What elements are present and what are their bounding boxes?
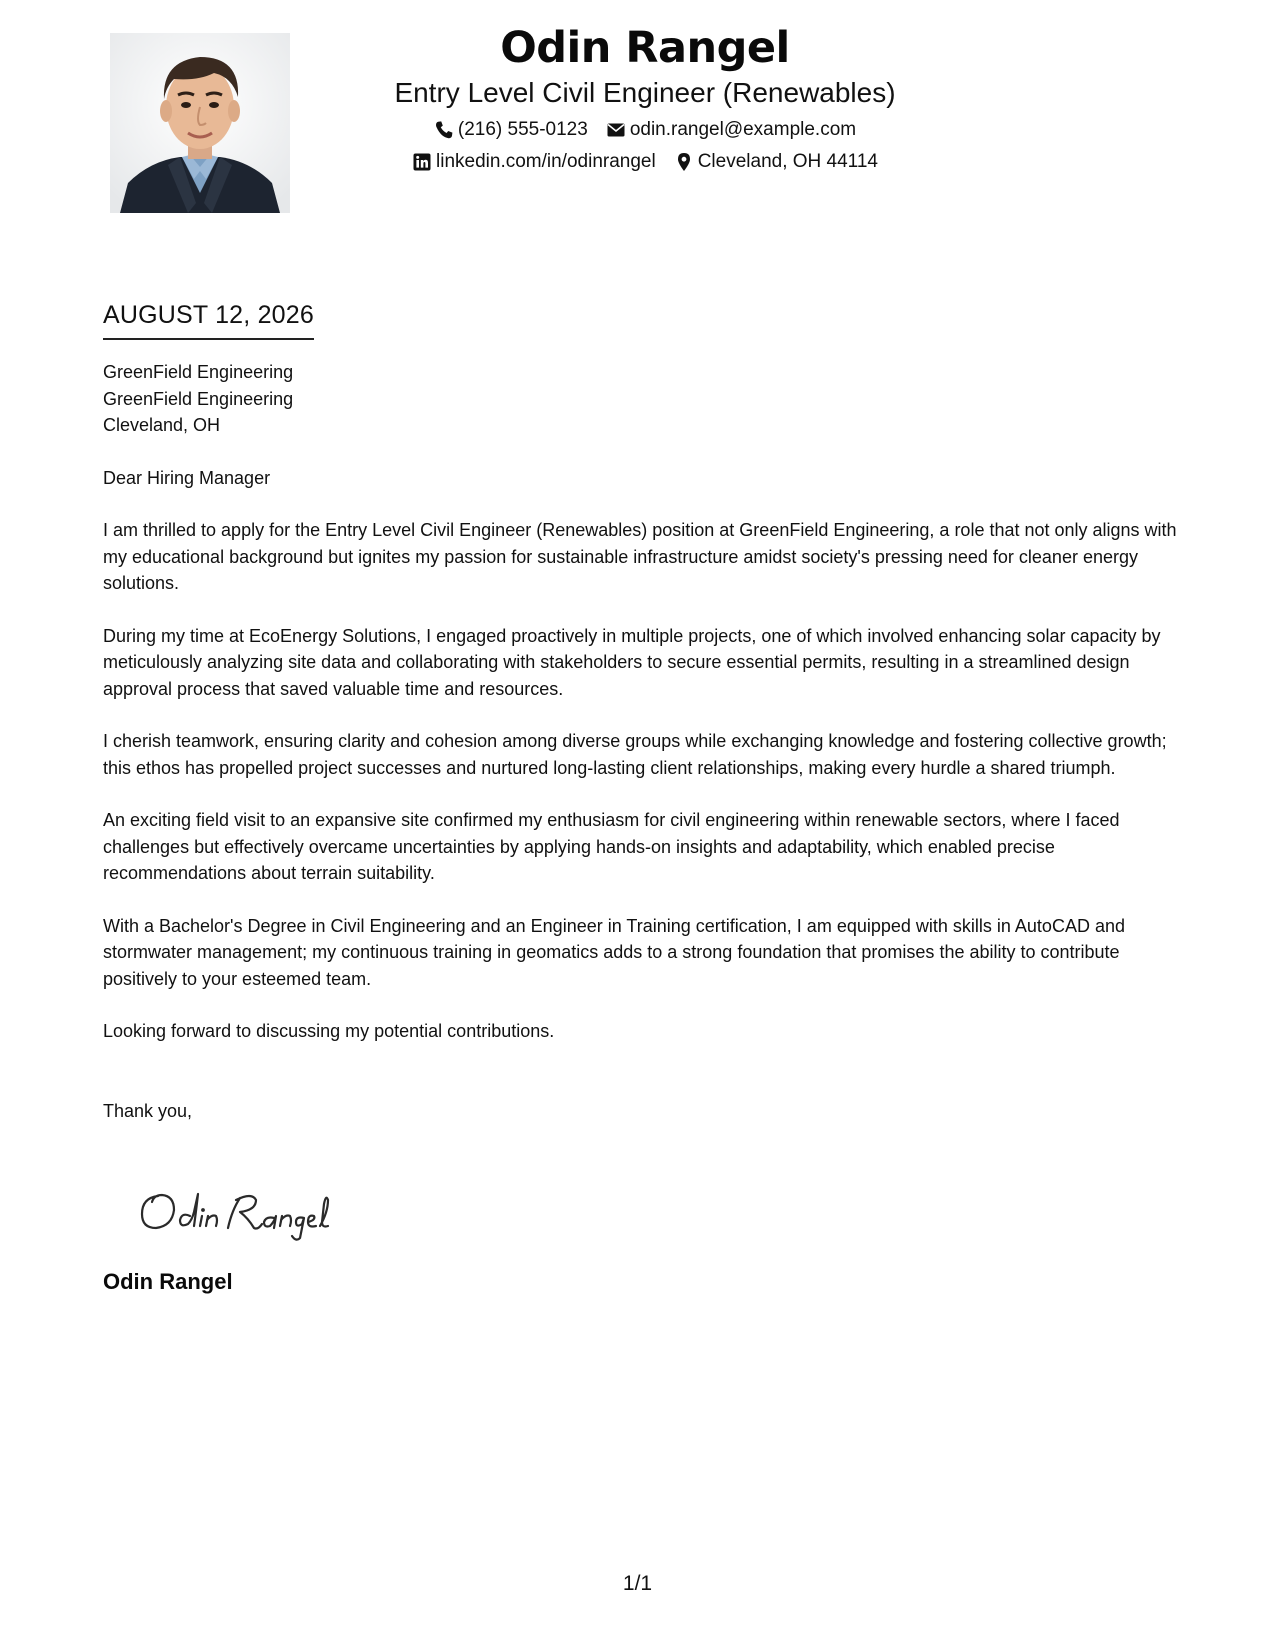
recipient-block bbox=[103, 359, 1183, 439]
letter-body bbox=[103, 359, 1183, 1124]
phone-text[interactable]: (216) 555-0123 bbox=[457, 119, 588, 140]
letter-header bbox=[0, 0, 1275, 230]
body-paragraph: Looking forward to discussing my potential contributions. bbox=[103, 1021, 555, 1041]
contact-line-2 bbox=[320, 150, 970, 174]
contact-email bbox=[606, 118, 856, 142]
job-title: Entry Level Civil Engineer (Renewables) bbox=[394, 77, 896, 108]
map-pin-icon bbox=[674, 152, 694, 172]
contact-line-1 bbox=[320, 118, 970, 142]
body-paragraph: With a Bachelor's Degree in Civil Engineering and an Engineer in Training certification, I am equipped with skills in AutoCAD and stormwater management; my continuous training in geomatics adds to a strong foundation that promises the ability to contribute positively to your esteemed team. bbox=[103, 915, 1125, 989]
body-paragraph: During my time at EcoEnergy Solutions, I engaged proactively in multiple projects, one of which involved enhancing solar capacity by meticulously analyzing site data and collaborating with stakeholders to secure essential permits, resulting in a streamlined design approval process that saved valuable time and resources. bbox=[103, 625, 1161, 699]
signed-name: Odin Rangel bbox=[103, 1269, 233, 1294]
location-text: Cleveland, OH 44114 bbox=[697, 151, 878, 172]
contact-phone bbox=[434, 118, 588, 142]
linkedin-icon bbox=[412, 152, 432, 172]
email-text[interactable]: odin.rangel@example.com bbox=[629, 119, 857, 140]
salutation: Dear Hiring Manager bbox=[103, 467, 271, 488]
contact-linkedin bbox=[412, 150, 656, 174]
closing: Thank you, bbox=[103, 1100, 193, 1121]
linkedin-text[interactable]: linkedin.com/in/odinrangel bbox=[436, 151, 656, 172]
header-info bbox=[320, 20, 970, 174]
envelope-icon bbox=[606, 120, 626, 140]
applicant-name: Odin Rangel bbox=[500, 23, 790, 73]
recipient-line: GreenField Engineering bbox=[103, 362, 294, 382]
profile-photo bbox=[110, 33, 290, 213]
recipient-line: GreenField Engineering bbox=[103, 388, 294, 409]
handwritten-signature bbox=[136, 1182, 346, 1242]
recipient-line: Cleveland, OH bbox=[103, 415, 221, 435]
body-paragraph: I cherish teamwork, ensuring clarity and cohesion among diverse groups while exchanging knowledge and fostering collective growth; this ethos has propelled project successes and nurtured long-lasting client relationships, making every hurdle a shared triumph. bbox=[103, 731, 1167, 778]
spacer bbox=[103, 1045, 1183, 1098]
phone-icon bbox=[434, 120, 454, 140]
body-paragraph: I am thrilled to apply for the Entry Level Civil Engineer (Renewables) position at GreenField Engineering, a role that not only aligns with my educational background but ignites my passion for sustainable infrastructure amidst society's pressing need for cleaner energy solutions. bbox=[103, 520, 1177, 593]
contact-location bbox=[674, 150, 878, 174]
page-number: 1/1 bbox=[622, 1572, 653, 1595]
letter-date: AUGUST 12, 2026 bbox=[103, 298, 314, 340]
body-paragraph: An exciting field visit to an expansive site confirmed my enthusiasm for civil engineering within renewable sectors, where I faced challenges but effectively overcame uncertainties by applying hands-on insights and adaptability, which enabled precise recommendations about terrain suitability. bbox=[103, 810, 1120, 883]
